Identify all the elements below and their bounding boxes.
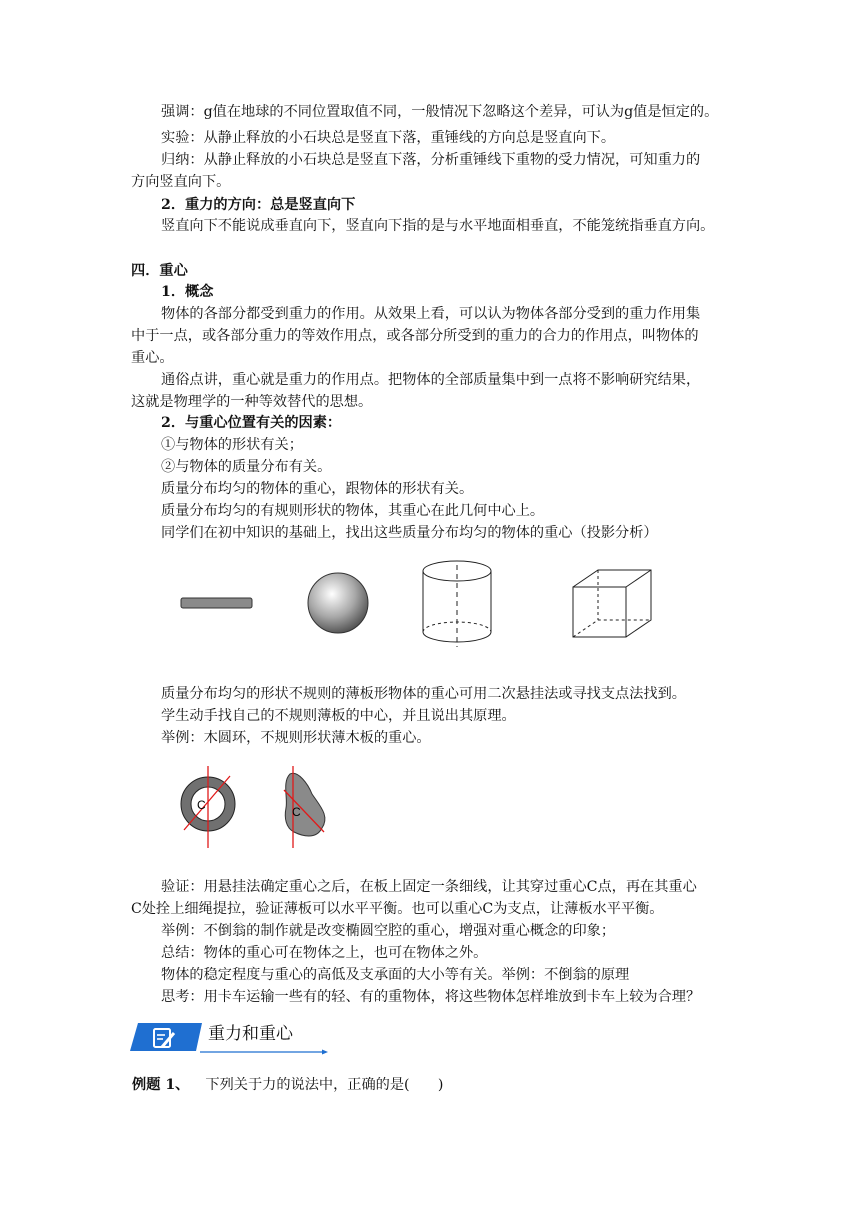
para-uniform-2: 质量分布均匀的有规则形状的物体，其重心在此几何中心上。	[161, 503, 545, 519]
factor-mass: ②与物体的质量分布有关。	[161, 459, 332, 475]
heading-factors: 2．与重心位置有关的因素：	[161, 415, 342, 431]
example-question	[132, 1075, 443, 1095]
example-label: 例题 1、	[132, 1077, 190, 1093]
para-emphasis-g: 强调：g值在地球的不同位置取值不同，一般情况下忽略这个差异，可认为g值是恒定的。	[161, 104, 719, 120]
para-summary: 总结：物体的重心可在物体之上，也可在物体之外。	[161, 945, 488, 961]
sphere-shape	[308, 573, 368, 633]
para-plain-2: 这就是物理学的一种等效替代的思想。	[131, 394, 373, 410]
plate-center-label: C	[292, 805, 301, 819]
section-banner-title: 重力和重心	[208, 1024, 293, 1044]
para-student-task: 学生动手找自己的不规则薄板的中心，并且说出其原理。	[161, 708, 516, 724]
para-uniform-1: 质量分布均匀的物体的重心，跟物体的形状有关。	[161, 481, 474, 497]
factor-shape: ①与物体的形状有关；	[161, 437, 303, 453]
example-text: 下列关于力的说法中，正确的是( )	[205, 1077, 444, 1093]
regular-shapes-figure	[170, 555, 670, 665]
para-irregular-plate: 质量分布均匀的形状不规则的薄板形物体的重心可用二次悬挂法或寻找支点法找到。	[161, 686, 686, 702]
para-concept-3: 重心。	[131, 350, 174, 366]
para-induction-1: 归纳：从静止释放的小石块总是竖直下落，分析重锤线下重物的受力情况，可知重力的	[161, 152, 701, 168]
para-find-centers: 同学们在初中知识的基础上，找出这些质量分布均匀的物体的重心（投影分析）	[161, 525, 658, 541]
heading-gravity-direction: 2．重力的方向：总是竖直向下	[161, 197, 356, 213]
para-induction-2: 方向竖直向下。	[131, 174, 231, 190]
irregular-shapes-figure	[170, 762, 340, 852]
para-concept-2: 中于一点，或各部分重力的等效作用点，或各部分所受到的重力的合力的作用点，叫物体的	[131, 328, 699, 344]
para-example-ring: 举例：木圆环，不规则形状薄木板的重心。	[161, 730, 431, 746]
para-concept-1: 物体的各部分都受到重力的作用。从效果上看，可以认为物体各部分受到的重力作用集	[161, 306, 701, 322]
para-vertical-note: 竖直向下不能说成垂直向下，竖直向下指的是与水平地面相垂直，不能笼统指垂直方向。	[161, 218, 715, 234]
para-example-tumbler: 举例：不倒翁的制作就是改变椭圆空腔的重心，增强对重心概念的印象；	[161, 923, 616, 939]
para-verify-1: 验证：用悬挂法确定重心之后，在板上固定一条细线，让其穿过重心C点，再在其重心	[161, 879, 697, 895]
para-think: 思考：用卡车运输一些有的轻、有的重物体，将这些物体怎样堆放到卡车上较为合理？	[161, 989, 701, 1005]
cylinder-shape	[423, 561, 491, 647]
para-experiment: 实验：从静止释放的小石块总是竖直下落，重锤线的方向总是竖直向下。	[161, 130, 616, 146]
para-plain-1: 通俗点讲，重心就是重力的作用点。把物体的全部质量集中到一点将不影响研究结果，	[161, 372, 701, 388]
para-verify-2: C处拴上细绳提拉，验证薄板可以水平平衡。也可以重心C为支点，让薄板水平平衡。	[131, 901, 664, 917]
heading-center-of-gravity: 四．重心	[131, 263, 188, 279]
para-stability: 物体的稳定程度与重心的高低及支承面的大小等有关。举例：不倒翁的原理	[161, 967, 630, 983]
bar-shape	[181, 598, 252, 608]
ring-center-label: C	[197, 798, 206, 812]
cube-shape	[573, 570, 651, 637]
heading-concept: 1．概念	[161, 284, 214, 300]
